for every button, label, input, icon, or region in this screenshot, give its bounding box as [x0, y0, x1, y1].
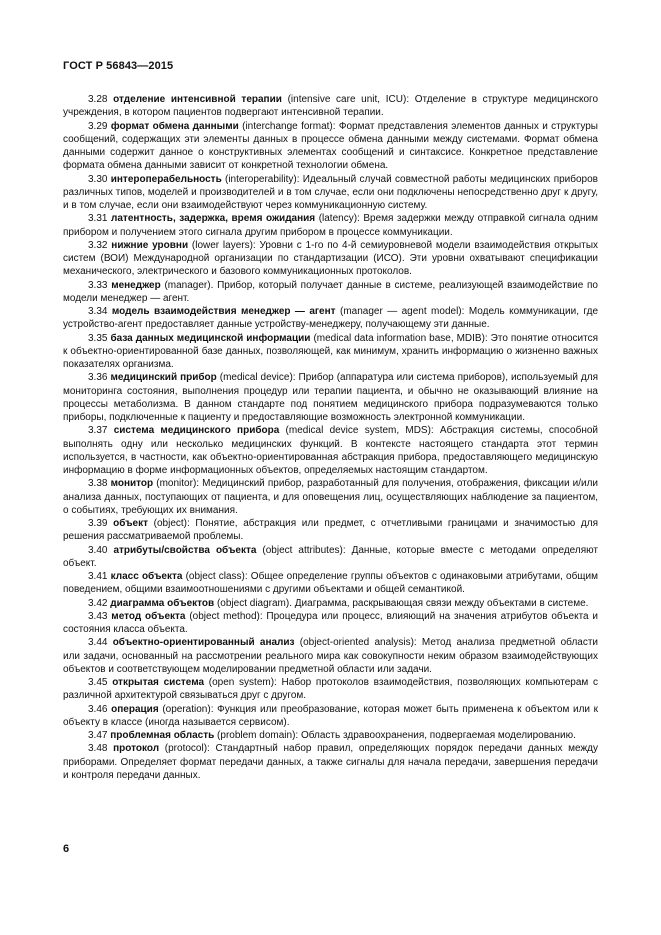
- definition-entry: [63, 597, 598, 610]
- entry-definition: (manager). Прибор, который получает данные в системе, реализующей взаимодействие по модели менеджер — агент.: [63, 279, 598, 304]
- definition-entry: [63, 279, 598, 306]
- entry-definition: (operation): Функция или преобразование, которая может быть применена к объектом или к объекту в классе (иногда называется сервисом).: [63, 703, 599, 728]
- entry-number: 3.30: [88, 173, 108, 185]
- entry-definition: (medical device): Прибор (аппаратура или система приборов), используемый для мониторинга состояния, выполнения процедур или терапии пациента, и обычно не оказывающий влияние на процессы метаболизма. В данном стандарте под понятием медицинского прибора подразумеваются только приборы, подключенные к пациенту и предоставляющие возможность электронной коммуникации.: [63, 372, 598, 423]
- entry-term: открытая система: [112, 677, 205, 688]
- entry-definition: (object class): Общее определение группы объектов с одинаковыми атрибутами, общим поведением, общими взаимоотношениями с другими объектами и общей семантикой.: [63, 571, 598, 596]
- definition-entry: [63, 173, 598, 213]
- entry-term: система медицинского прибора: [113, 425, 280, 437]
- entry-definition: (manager — agent model): Модель коммуникации, где устройство-агент предоставляет данные устройству-менеджеру, получающему эти данные.: [63, 306, 598, 331]
- entry-number: 3.36: [88, 372, 108, 384]
- definition-entry: [63, 570, 598, 597]
- entry-number: 3.45: [88, 677, 108, 688]
- entry-definition: (protocol): Стандартный набор правил, определяющих порядок передачи данных между приборами. Определяет формат передачи данных, а также сигналы для начала передачи, завершения передачи и контроля передачи данных.: [63, 743, 598, 781]
- entry-number: 3.33: [88, 279, 108, 291]
- entry-definition: (intensive care unit, ICU): Отделение в структуре медицинского учреждения, в котором пациентов подвергают интенсивной терапии.: [63, 94, 599, 119]
- definition-entry: [63, 120, 598, 173]
- entry-definition: (object attributes): Данные, которые вместе с методами определяют объект.: [63, 544, 599, 569]
- entry-term: база данных медицинской информации: [110, 332, 311, 344]
- entry-definition: (interoperability): Идеальный случай совместной работы медицинских приборов различных типов, моделей и производителей и в том случае, если они подключены непосредственно друг к другу, и в том случае, если они взаимодействуют через коммуникационную систему.: [63, 173, 598, 211]
- entry-definition: (medical data information base, MDIB): Это понятие относится к объектно-ориентированной базе данных, позволяющей, как минимум, хранить информацию о жизненно важных показателях организма.: [63, 332, 599, 370]
- entry-term: интероперабельность: [110, 173, 222, 185]
- definition-entry: [63, 93, 598, 120]
- entry-term: объектно-ориентированный анализ: [112, 637, 295, 649]
- definition-entry: [63, 424, 598, 477]
- entry-definition: (interchange format): Формат представления элементов данных и структуры сообщений, содержащих эти элементы данных в процессе обмена данными между системами. Формат обмена данными содержит данное о конструктивных элементах сообщений и синтаксисе. Конкретное представление формата обмена данными зависит от конкретной технологии обмена.: [63, 120, 598, 172]
- definition-entry: [63, 332, 598, 372]
- entry-number: 3.39: [88, 518, 108, 529]
- entry-definition: (object-oriented analysis): Метод анализа предметной области или задачи, основанный на рассмотрении реального мира как совокупности неким образом взаимодействующих объектов и соответствующем моделировании предметной области или задачи.: [63, 637, 599, 675]
- entry-term: модель взаимодействия менеджер — агент: [111, 306, 336, 317]
- definition-entry: [63, 729, 598, 742]
- definition-entry: [63, 239, 598, 279]
- entry-definition: (lower layers): Уровни с 1-го по 4-й семиуровневой модели взаимодействия открытых систем (ВОИ) Международной организации по стандартизации (ИСО). Эти уровни охватывают спецификации механического, электрического и базового коммуникационных протоколов.: [63, 239, 599, 278]
- entry-definition: (open system): Набор протоколов взаимодействия, позволяющих компьютерам с различной архитектурой связываться друг с другом.: [63, 677, 598, 702]
- entry-number: 3.38: [88, 478, 108, 490]
- entry-number: 3.37: [88, 425, 108, 437]
- definition-entry: [63, 477, 598, 517]
- entry-term: нижние уровни: [111, 239, 189, 251]
- entry-number: 3.32: [88, 239, 108, 251]
- entry-term: медицинский прибор: [110, 372, 217, 384]
- definition-entry: [63, 517, 598, 544]
- entry-term: монитор: [110, 478, 154, 490]
- entry-term: метод объекта: [111, 610, 186, 622]
- entry-number: 3.47: [88, 730, 108, 741]
- definition-entry: [63, 212, 598, 239]
- entry-number: 3.31: [88, 213, 108, 225]
- entry-term: класс объекта: [110, 571, 183, 582]
- definition-entry: [63, 371, 598, 424]
- entry-number: 3.41: [88, 571, 108, 582]
- entry-number: 3.29: [88, 120, 108, 132]
- entry-number: 3.43: [88, 610, 108, 622]
- entry-number: 3.35: [88, 332, 108, 344]
- definition-entry: [63, 676, 598, 703]
- definition-entry: [63, 636, 598, 676]
- definition-entry: [63, 544, 598, 571]
- entry-definition: (object): Понятие, абстракция или предмет, с отчетливыми границами и значимостью для решения рассматриваемой проблемы.: [63, 518, 598, 543]
- entry-definition: (medical device system, MDS): Абстракция системы, способной выполнять одну или несколько медицинских функций. В контексте настоящего стандарта этот термин используется, в частности, как объектно-ориентированная абстракция прибора, предоставляющего медицинскую информацию в форме информационных объектов, определяемых настоящим стандартом.: [63, 425, 598, 476]
- entry-number: 3.44: [88, 637, 108, 649]
- entry-term: диаграмма объектов: [110, 597, 215, 609]
- entry-number: 3.28: [88, 94, 108, 105]
- entry-term: формат обмена данными: [110, 120, 239, 132]
- definition-entry: [63, 742, 598, 782]
- definition-entry: [63, 305, 598, 332]
- entry-term: латентность, задержка, время ожидания: [111, 213, 316, 225]
- entry-term: проблемная область: [110, 730, 215, 741]
- entry-definition: (object diagram). Диаграмма, раскрывающая связи между объектами в системе.: [216, 597, 589, 609]
- entry-number: 3.34: [88, 306, 108, 317]
- entry-definition: (monitor): Медицинский прибор, разработанный для получения, отображения, фиксации и/или анализа данных, поступающих от пациента, и для оповещения лиц, осуществляющих наблюдение за пациентом, о событиях, требующих их внимания.: [63, 478, 599, 516]
- entry-definition: (problem domain): Область здравоохранения, подвергаемая моделированию.: [217, 730, 576, 741]
- entry-term: объект: [113, 518, 149, 529]
- document-body: [63, 93, 598, 782]
- definition-entry: [63, 703, 598, 730]
- page-number: 6: [63, 843, 70, 855]
- entry-term: атрибуты/свойства объекта: [113, 544, 257, 556]
- entry-number: 3.42: [88, 597, 108, 609]
- entry-term: отделение интенсивной терапии: [113, 94, 282, 105]
- definition-entry: [63, 610, 598, 637]
- entry-definition: (latency): Время задержки между отправкой сигнала одним прибором и получением этого сигнала другим прибором в процессе коммуникации.: [63, 213, 599, 238]
- entry-term: протокол: [113, 743, 160, 755]
- entry-term: операция: [111, 703, 159, 715]
- entry-number: 3.46: [88, 703, 108, 715]
- entry-number: 3.40: [88, 544, 108, 556]
- entry-number: 3.48: [88, 743, 108, 755]
- standard-header: ГОСТ Р 56843—2015: [63, 60, 174, 72]
- entry-definition: (object method): Процедура или процесс, влияющий на значения атрибутов объекта и состояния класса объекта.: [63, 610, 599, 635]
- entry-term: менеджер: [111, 279, 161, 291]
